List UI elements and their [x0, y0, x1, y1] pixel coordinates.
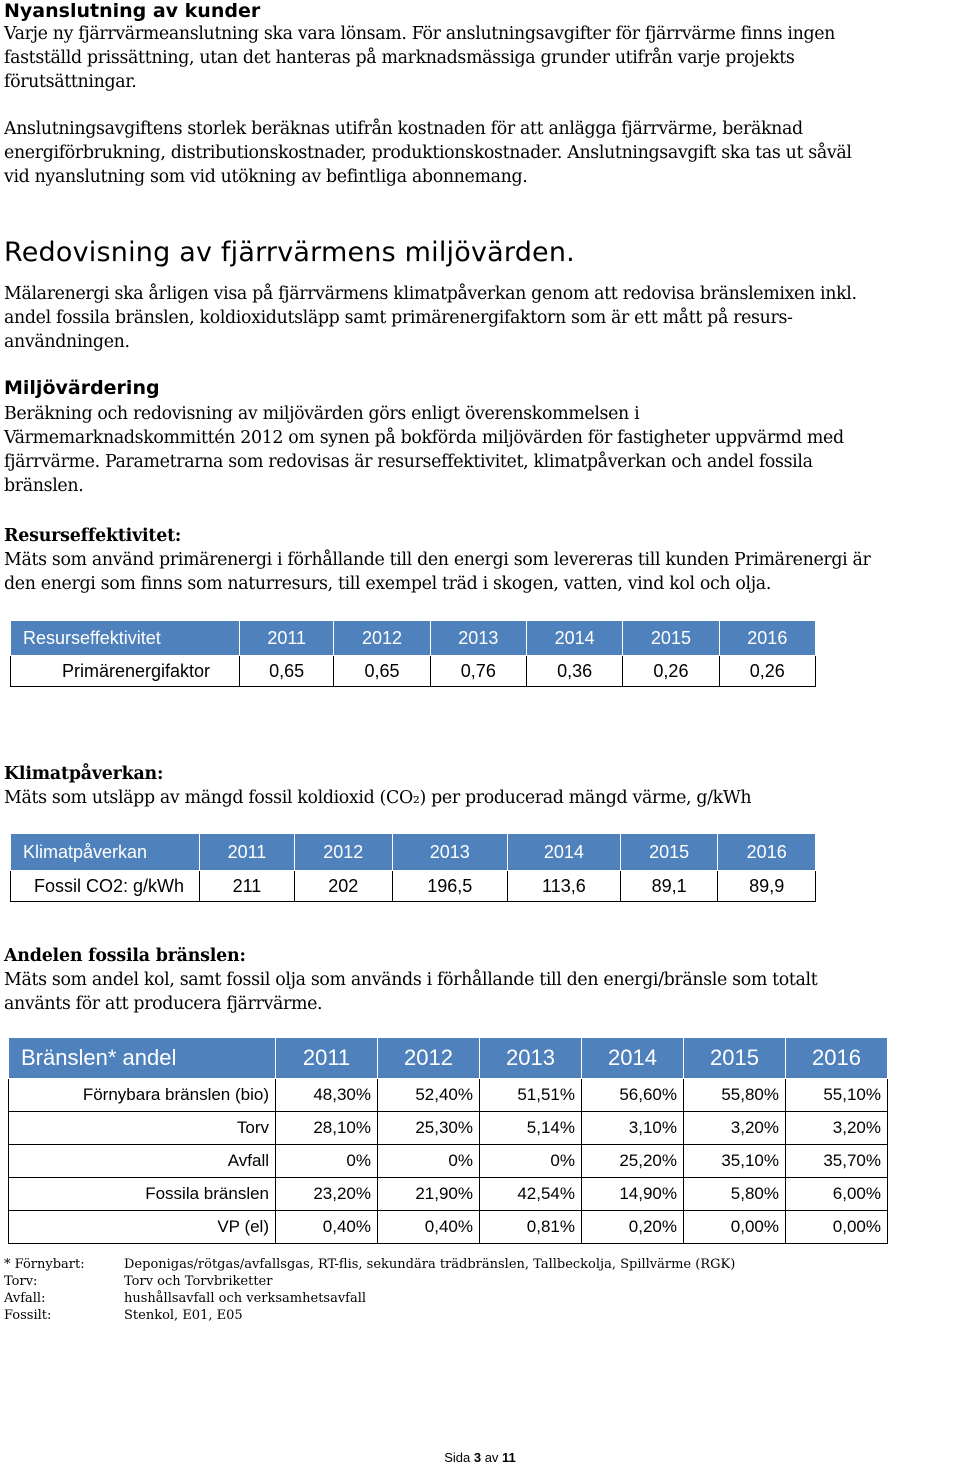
table-cell: 89,1 [620, 871, 718, 902]
footnotes [4, 1256, 904, 1324]
table-cell: 5,14% [480, 1112, 582, 1145]
table-cell: 56,60% [582, 1079, 684, 1112]
footnote-text: Torv och Torvbriketter [124, 1274, 273, 1289]
section-heading-fossila-branslen: Andelen fossila bränslen: [4, 946, 246, 966]
text-line: användningen. [4, 332, 130, 352]
footnote-label: Torv: [4, 1274, 38, 1289]
table-row [9, 1178, 888, 1211]
footnote-label: * Förnybart: [4, 1257, 85, 1272]
text-line: fastställd prissättning, utan det hanteras på marknadsmässiga grunder utifrån varje projekts [4, 48, 795, 68]
table-row [9, 1211, 888, 1244]
text-line: fjärrvärme. Parametrarna som redovisas är resurseffektivitet, klimatpåverkan och andel fossila [4, 452, 813, 472]
footer-prefix: Sida [444, 1450, 474, 1465]
table-cell: VP (el) [9, 1211, 276, 1244]
table-cell: 3,20% [786, 1112, 888, 1145]
footnote-row [4, 1273, 904, 1290]
table-header-cell: 2016 [718, 834, 816, 871]
table-cell: 14,90% [582, 1178, 684, 1211]
table-header-cell: Bränslen* andel [9, 1038, 276, 1079]
table-cell: Fossila bränslen [9, 1178, 276, 1211]
table-cell: 196,5 [392, 871, 507, 902]
table-cell: 48,30% [276, 1079, 378, 1112]
table-header-cell: 2012 [294, 834, 392, 871]
table-row [9, 1145, 888, 1178]
text-line: Varje ny fjärrvärmeanslutning ska vara lönsam. För anslutningsavgifter för fjärrvärme finns ingen [4, 24, 836, 44]
footer-middle: av [481, 1450, 503, 1465]
table-cell: 21,90% [378, 1178, 480, 1211]
section-heading-miljovardering: Miljövärdering [4, 377, 160, 399]
footer-page-total: 11 [502, 1450, 516, 1465]
table-row [11, 656, 816, 687]
paragraph-resurseffektivitet [4, 548, 871, 596]
table-cell: 51,51% [480, 1079, 582, 1112]
text-line: Mälarenergi ska årligen visa på fjärrvärmens klimatpåverkan genom att redovisa bränslemixen inkl. [4, 284, 857, 304]
section-heading-klimatpaverkan: Klimatpåverkan: [4, 764, 164, 784]
table-header-cell: 2013 [392, 834, 507, 871]
text-line: Mäts som andel kol, samt fossil olja som används i förhållande till den energi/bränsle som totalt [4, 970, 818, 990]
table-header-cell: 2011 [200, 834, 295, 871]
footnote-label: Fossilt: [4, 1308, 52, 1323]
table-cell: 5,80% [684, 1178, 786, 1211]
table-resurseffektivitet [10, 620, 816, 687]
paragraph-klimatpaverkan: Mäts som utsläpp av mängd fossil koldioxid (CO₂) per producerad mängd värme, g/kWh [4, 788, 752, 808]
table-header-cell: 2011 [240, 621, 334, 656]
table-cell: 3,20% [684, 1112, 786, 1145]
table-row [9, 1079, 888, 1112]
text-line: Värmemarknadskommittén 2012 om synen på bokförda miljövärden för fastigheter uppvärmd med [4, 428, 844, 448]
paragraph-nyanslutning [4, 22, 835, 94]
table-cell: 0,40% [378, 1211, 480, 1244]
table-cell: 0,00% [786, 1211, 888, 1244]
table-cell: Primärenergifaktor [11, 656, 240, 687]
text-line: vid nyanslutning som vid utökning av befintliga abonnemang. [4, 167, 528, 187]
table-header-cell: 2012 [378, 1038, 480, 1079]
table-header-cell: 2016 [786, 1038, 888, 1079]
table-cell: 55,10% [786, 1079, 888, 1112]
table-cell: 28,10% [276, 1112, 378, 1145]
table-header-cell: 2014 [507, 834, 620, 871]
table-cell: 25,30% [378, 1112, 480, 1145]
table-cell: 0,81% [480, 1211, 582, 1244]
page-footer [0, 1450, 960, 1465]
text-line: den energi som finns som naturresurs, till exempel träd i skogen, vatten, vind kol och olja. [4, 574, 771, 594]
footer-page-number: 3 [473, 1450, 482, 1465]
table-cell: Förnybara bränslen (bio) [9, 1079, 276, 1112]
footnote-row [4, 1256, 904, 1273]
table-cell: 35,10% [684, 1145, 786, 1178]
table-header-cell: 2013 [480, 1038, 582, 1079]
table-cell: 0,00% [684, 1211, 786, 1244]
text-line: energiförbrukning, distributionskostnader, produktionskostnader. Anslutningsavgift ska tas ut såväl [4, 143, 852, 163]
footnote-row [4, 1307, 904, 1324]
text-line: använts för att producera fjärrvärme. [4, 994, 323, 1014]
table-header-row [9, 1038, 888, 1079]
table-cell: 35,70% [786, 1145, 888, 1178]
table-cell: 0,20% [582, 1211, 684, 1244]
table-klimatpaverkan [10, 833, 816, 902]
table-cell: 0,26 [623, 656, 719, 687]
table-header-cell: 2011 [276, 1038, 378, 1079]
section-heading-resurseffektivitet: Resurseffektivitet: [4, 526, 182, 546]
table-cell: 6,00% [786, 1178, 888, 1211]
table-cell: 0,26 [719, 656, 815, 687]
table-header-row [11, 621, 816, 656]
table-cell: 52,40% [378, 1079, 480, 1112]
footnote-text: Stenkol, E01, E05 [124, 1308, 243, 1323]
table-header-cell: Klimatpåverkan [11, 834, 200, 871]
table-row [11, 871, 816, 902]
table-cell: 0,40% [276, 1211, 378, 1244]
text-line: förutsättningar. [4, 72, 137, 92]
footnote-text: hushållsavfall och verksamhetsavfall [124, 1291, 367, 1306]
table-cell: 0% [480, 1145, 582, 1178]
table-cell: 113,6 [507, 871, 620, 902]
table-header-cell: 2016 [719, 621, 815, 656]
footnote-text: Deponigas/rötgas/avfallsgas, RT-flis, sekundära trädbränslen, Tallbeckolja, Spillvärme (RGK) [124, 1257, 736, 1272]
paragraph-anslutningsavgift [4, 117, 852, 189]
table-cell: Avfall [9, 1145, 276, 1178]
table-cell: Torv [9, 1112, 276, 1145]
table-cell: 202 [294, 871, 392, 902]
table-cell: 0,76 [430, 656, 526, 687]
table-row [9, 1112, 888, 1145]
table-cell: 55,80% [684, 1079, 786, 1112]
table-cell: 211 [200, 871, 295, 902]
paragraph-fossila-branslen [4, 968, 817, 1016]
table-cell: 0% [378, 1145, 480, 1178]
table-branslen [8, 1037, 888, 1244]
table-cell: 42,54% [480, 1178, 582, 1211]
table-header-cell: 2015 [684, 1038, 786, 1079]
table-header-row [11, 834, 816, 871]
text-line: andel fossila bränslen, koldioxidutsläpp samt primärenergifaktorn som är ett mått på resurs- [4, 308, 793, 328]
footnote-row [4, 1290, 904, 1307]
table-header-cell: 2012 [334, 621, 430, 656]
section-heading-nyanslutning: Nyanslutning av kunder [4, 0, 261, 22]
table-cell: 0,65 [240, 656, 334, 687]
table-cell: 0% [276, 1145, 378, 1178]
table-cell: 23,20% [276, 1178, 378, 1211]
text-line: bränslen. [4, 476, 84, 496]
table-header-cell: 2013 [430, 621, 526, 656]
table-cell: 25,20% [582, 1145, 684, 1178]
section-heading-redovisning: Redovisning av fjärrvärmens miljövärden. [4, 237, 575, 268]
table-header-cell: 2014 [582, 1038, 684, 1079]
paragraph-redovisning [4, 282, 857, 354]
text-line: Mäts som använd primärenergi i förhållande till den energi som levereras till kunden Primärenergi är [4, 550, 871, 570]
text-line: Anslutningsavgiftens storlek beräknas utifrån kostnaden för att anlägga fjärrvärme, beräknad [4, 119, 803, 139]
table-header-cell: 2015 [620, 834, 718, 871]
text-line: Beräkning och redovisning av miljövärden görs enligt överenskommelsen i [4, 404, 640, 424]
table-header-cell: Resurseffektivitet [11, 621, 240, 656]
table-cell: 0,65 [334, 656, 430, 687]
table-cell: 3,10% [582, 1112, 684, 1145]
table-cell: Fossil CO2: g/kWh [11, 871, 200, 902]
table-cell: 0,36 [526, 656, 622, 687]
footnote-label: Avfall: [4, 1291, 46, 1306]
table-header-cell: 2014 [526, 621, 622, 656]
table-cell: 89,9 [718, 871, 816, 902]
paragraph-miljovardering [4, 402, 844, 498]
table-header-cell: 2015 [623, 621, 719, 656]
